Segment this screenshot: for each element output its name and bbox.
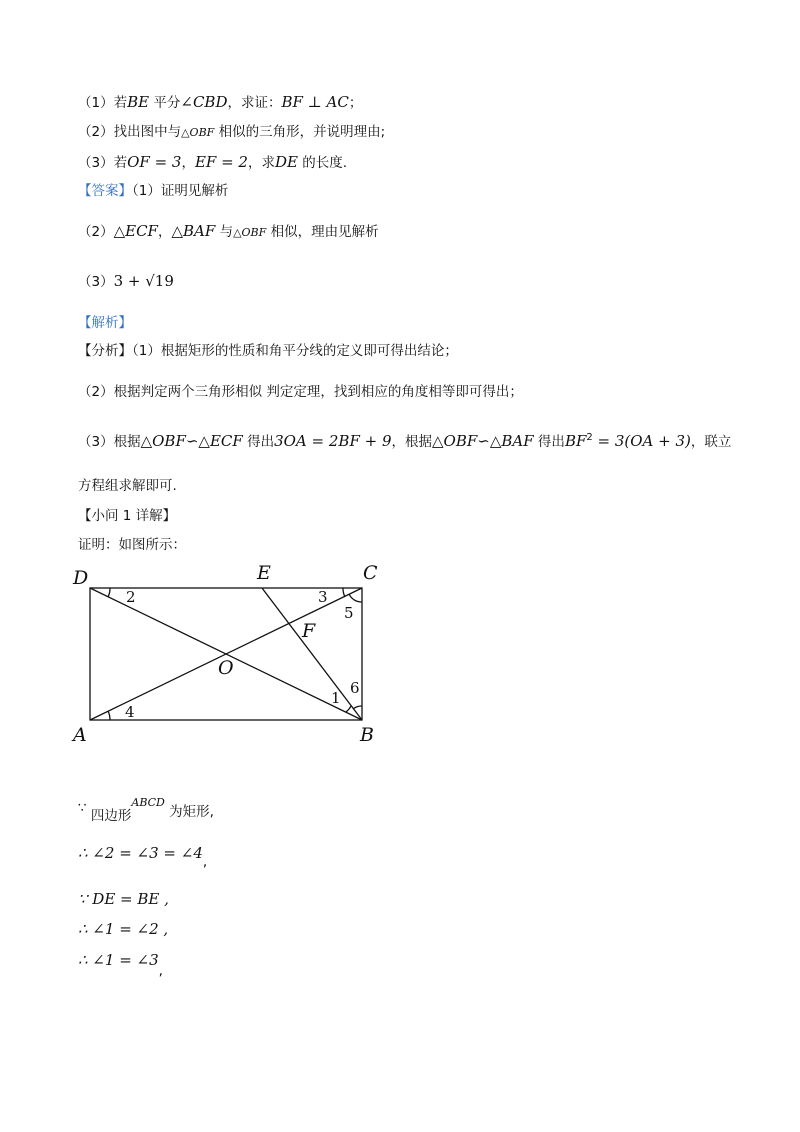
question-3: （3）若OF = 3，EF = 2，求DE 的长度.	[78, 153, 348, 171]
analysis-line-3: （3）根据△OBF∽△ECF 得出3OA = 2BF + 9，根据△OBF∽△BAF 得出$BF^2 = 3(OA + 3)$，联立	[78, 432, 732, 450]
question-1: （1）若BE 平分∠CBD，求证：BF ⊥ AC；	[78, 93, 363, 111]
angle-label-6: 6	[350, 679, 360, 697]
step-5: ∴ ∠1 = ∠3,	[78, 951, 163, 979]
label-A: A	[73, 724, 87, 746]
angle-arc-6	[353, 706, 362, 709]
analysis-line-1: 【分析】（1）根据矩形的性质和角平分线的定义即可得出结论；	[78, 343, 458, 359]
angle-arc-3	[343, 588, 345, 597]
step-3: ∵ DE = BE ,	[78, 890, 169, 908]
analysis-tag-line	[78, 313, 132, 333]
geometry-figure	[70, 560, 390, 750]
angle-label-1: 1	[331, 689, 341, 707]
step-2: ∴ ∠2 = ∠3 = ∠4,	[78, 844, 208, 870]
angle-label-5: 5	[344, 604, 354, 622]
angle-label-3: 3	[318, 588, 328, 606]
label-B: B	[360, 724, 374, 746]
label-O: O	[218, 657, 234, 679]
angle-arc-4	[108, 711, 110, 720]
angle-label-4: 4	[125, 703, 135, 721]
step-4: ∴ ∠1 = ∠2 ,	[78, 920, 169, 938]
question-2: （2）找出图中与△OBF 相似的三角形，并说明理由;	[78, 124, 386, 140]
analysis-line-2: （2）根据判定两个三角形相似 判定定理，找到相应的角度相等即可得出；	[78, 384, 523, 400]
label-E: E	[257, 562, 271, 584]
angle-arc-5	[349, 594, 362, 602]
label-C: C	[363, 562, 378, 584]
label-F: F	[302, 620, 316, 642]
angle-arc-2	[108, 588, 110, 597]
detail-title: 【小问 1 详解】	[78, 508, 177, 524]
answer-line-2: （2）△ECF，△BAF 与△OBF 相似，理由见解析	[78, 222, 379, 240]
analysis-line-4: 方程组求解即可.	[78, 478, 177, 494]
step-1: ∵ 四边形$^{ABCD}$ 为矩形,	[78, 796, 214, 824]
answer-line-1: 【答案】（1）证明见解析	[78, 183, 229, 199]
angle-arc-1	[346, 706, 351, 712]
label-D: D	[73, 567, 89, 589]
proof-intro: 证明：如图所示：	[78, 537, 186, 553]
analysis-tag: 【解析】	[78, 315, 132, 331]
angle-label-2: 2	[126, 588, 136, 606]
answer-line-3: （3）3 + √19	[78, 272, 174, 290]
answer-tag: 【答案】	[78, 183, 132, 199]
